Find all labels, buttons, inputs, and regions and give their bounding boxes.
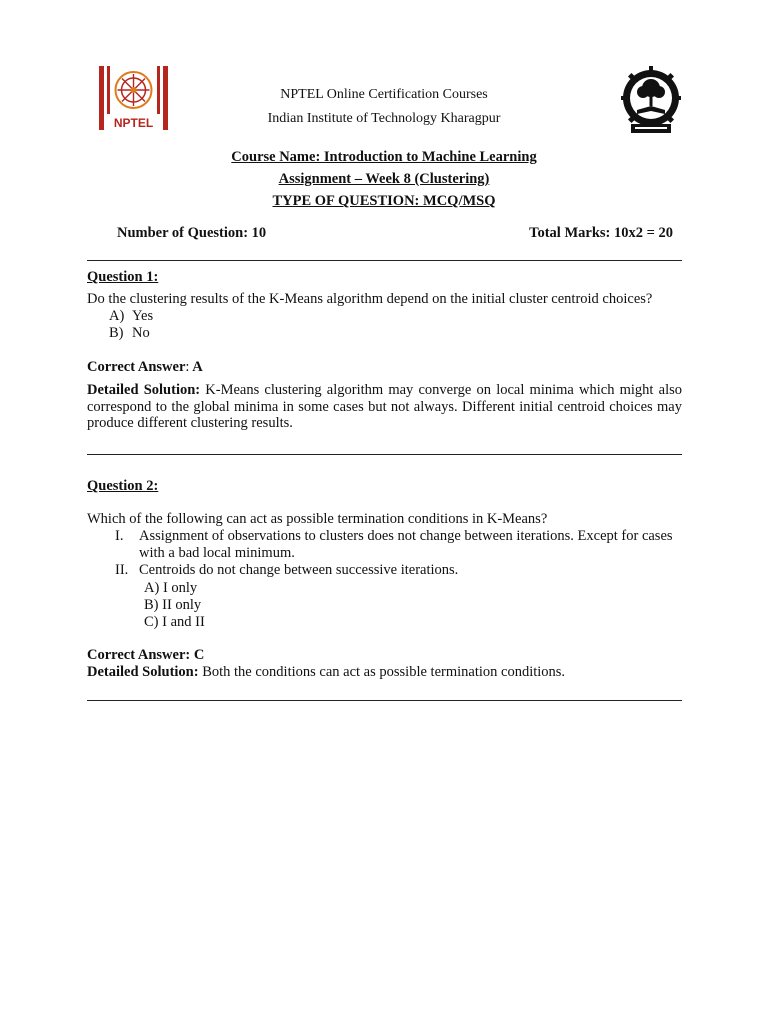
question-2-option-c [144, 614, 205, 631]
option-label: Yes [132, 308, 154, 324]
question-1-option-a [109, 308, 153, 325]
option-key: B) [109, 325, 124, 341]
question-2-option-b [144, 597, 201, 614]
question-2-solution [87, 664, 682, 681]
total-marks: Total Marks: 10x2 = 20 [529, 225, 673, 241]
option-key: C) [144, 614, 159, 630]
question-2-heading: Question 2: [87, 478, 159, 494]
statement-number: II. [115, 562, 129, 578]
question-type-title: TYPE OF QUESTION: MCQ/MSQ [272, 193, 496, 209]
option-key: A) [109, 308, 125, 324]
question-1-heading: Question 1: [87, 269, 159, 285]
option-label: I and II [162, 614, 205, 630]
solution-label: Detailed Solution: [87, 664, 199, 680]
divider [87, 700, 682, 701]
question-2-statement-1 [115, 528, 675, 561]
option-key: A) [144, 580, 160, 596]
correct-answer-value: A [189, 359, 203, 375]
divider [87, 454, 682, 455]
statement-text: Centroids do not change between successive iterations. [139, 562, 459, 578]
statement-number: I. [115, 528, 124, 544]
question-2-correct-answer: Correct Answer: C [87, 647, 205, 663]
option-label: II only [162, 597, 202, 613]
header-line-2: Indian Institute of Technology Kharagpur [267, 111, 501, 126]
question-2-option-a [144, 580, 197, 597]
option-label: I only [162, 580, 198, 596]
course-title: Course Name: Introduction to Machine Learning [231, 149, 537, 165]
correct-answer-colon: : [185, 359, 190, 375]
question-1-text: Do the clustering results of the K-Means algorithm depend on the initial cluster centroid choices? [87, 291, 653, 307]
number-of-questions: Number of Question: 10 [117, 225, 267, 241]
nptel-logo-text: NPTEL [113, 116, 154, 130]
option-label: No [132, 325, 150, 341]
option-key: B) [144, 597, 159, 613]
header-line-1: NPTEL Online Certification Courses [280, 87, 488, 102]
correct-answer-label: Correct Answer [87, 359, 186, 375]
statement-text: Assignment of observations to clusters does not change between iterations. Except for cases with a bad local minimum. [139, 528, 673, 561]
question-2-statement-2 [115, 562, 675, 579]
solution-text: Both the conditions can act as possible termination conditions. [198, 664, 566, 680]
divider [87, 260, 682, 261]
question-2-text: Which of the following can act as possible termination conditions in K-Means? [87, 511, 548, 527]
assignment-title: Assignment – Week 8 (Clustering) [278, 171, 490, 187]
solution-label: Detailed Solution: [87, 382, 201, 398]
question-1-option-b [109, 325, 150, 342]
solution-text: K-Means clustering algorithm may converge on local minima which might also correspond to the global minima in some cases but not always. Different initial centroid choices may produce different clustering results. [87, 382, 682, 431]
question-1-correct-answer [87, 359, 203, 376]
question-1-solution [87, 382, 682, 432]
